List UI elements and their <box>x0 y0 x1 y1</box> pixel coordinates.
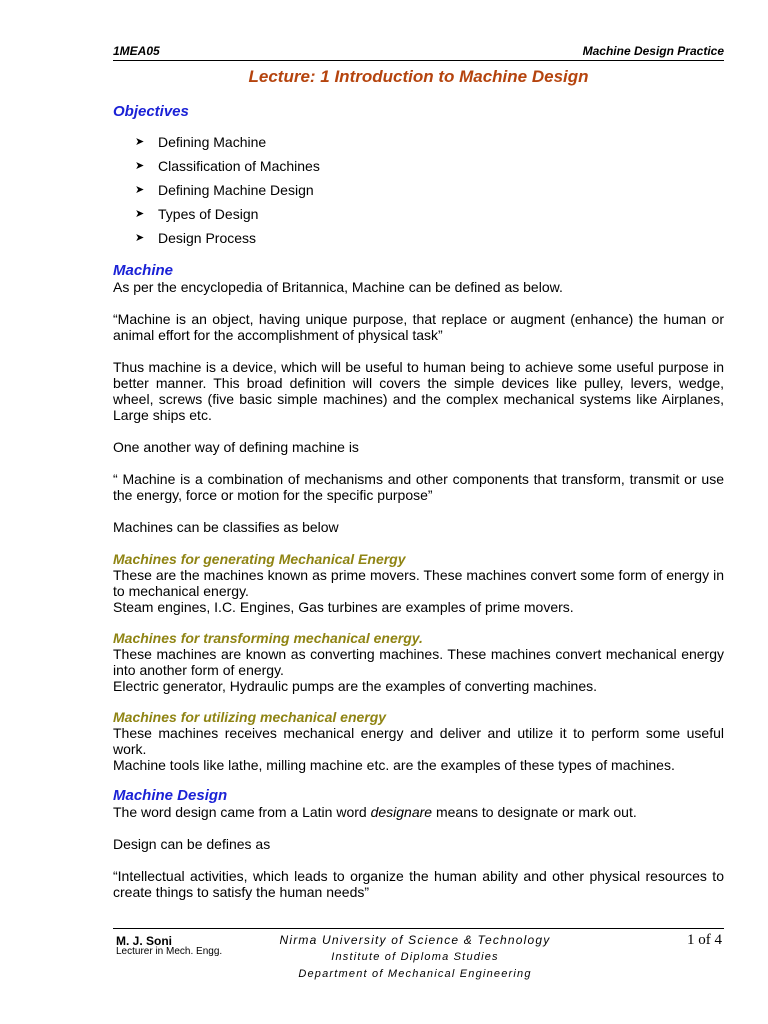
course-title: Machine Design Practice <box>582 44 724 58</box>
objective-item <box>135 206 724 230</box>
footer-rule <box>113 928 724 929</box>
objective-item <box>135 158 724 182</box>
objective-item <box>135 230 724 254</box>
header-rule <box>113 60 724 61</box>
machine-paragraph: As per the encyclopedia of Britannica, Machine can be defined as below. <box>113 279 563 295</box>
design-paragraph <box>113 804 724 820</box>
transforming-heading: Machines for transforming mechanical energy. <box>113 630 423 646</box>
page-number: 1 of 4 <box>687 932 722 948</box>
department-name: Department of Mechanical Engineering <box>298 968 532 980</box>
machine-paragraph: “Machine is an object, having unique purpose, that replace or augment (enhance) the human or animal effort for the accomplishment of physical task” <box>113 311 724 343</box>
objective-label: Types of Design <box>158 206 259 222</box>
machine-paragraph: One another way of defining machine is <box>113 439 359 455</box>
transforming-paragraph: These machines are known as converting machines. These machines convert mechanical energy into another form of energy. <box>113 646 724 678</box>
institution-block <box>250 932 580 983</box>
arrow-bullet-icon: ➤ <box>135 136 145 148</box>
institute-name: Institute of Diploma Studies <box>331 951 499 963</box>
university-name: Nirma University of Science & Technology <box>279 933 551 947</box>
document-body <box>113 104 724 900</box>
arrow-bullet-icon: ➤ <box>135 232 145 244</box>
machine-design-heading: Machine Design <box>113 787 228 804</box>
course-code: 1MEA05 <box>113 44 160 58</box>
machine-heading: Machine <box>113 262 174 279</box>
design-text: means to designate or mark out. <box>432 804 637 820</box>
lecture-title: Lecture: 1 Introduction to Machine Design <box>248 67 589 86</box>
machine-paragraph: “ Machine is a combination of mechanisms and other components that transform, transmit or use the energy, force or motion for the specific purpose” <box>113 471 724 503</box>
objective-item <box>135 182 724 206</box>
arrow-bullet-icon: ➤ <box>135 208 145 220</box>
author-role: Lecturer in Mech. Engg. <box>116 946 223 957</box>
generating-paragraph: These are the machines known as prime movers. These machines convert some form of energy in to mechanical energy. <box>113 567 724 599</box>
utilizing-heading: Machines for utilizing mechanical energy <box>113 709 387 725</box>
utilizing-paragraph: Machine tools like lathe, milling machine etc. are the examples of these types of machines. <box>113 757 675 773</box>
generating-heading: Machines for generating Mechanical Energy <box>113 551 406 567</box>
utilizing-paragraph: These machines receives mechanical energy and deliver and utilize it to perform some useful work. <box>113 725 724 757</box>
objective-item <box>135 134 724 158</box>
design-paragraph: “Intellectual activities, which leads to organize the human ability and other physical resources to create things to satisfy the human needs” <box>113 868 724 900</box>
design-paragraph: Design can be defines as <box>113 836 271 852</box>
arrow-bullet-icon: ➤ <box>135 184 145 196</box>
latin-term: designare <box>370 804 433 820</box>
objectives-heading: Objectives <box>113 103 189 120</box>
objective-label: Defining Machine Design <box>158 182 314 198</box>
objective-label: Design Process <box>158 230 257 246</box>
design-text: The word design came from a Latin word <box>113 804 371 820</box>
machine-paragraph: Thus machine is a device, which will be useful to human being to achieve some useful purpose in better manner. This broad definition will covers the simple devices like pulley, levers, wedge, wheel, screws (five basic simple machines) and the complex mechanical systems like Airplanes, Large ships etc. <box>113 359 724 423</box>
objectives-list <box>135 134 724 254</box>
objective-label: Defining Machine <box>158 134 267 150</box>
machine-paragraph: Machines can be classifies as below <box>113 519 339 535</box>
generating-paragraph: Steam engines, I.C. Engines, Gas turbines are examples of prime movers. <box>113 599 574 615</box>
author-name: M. J. Soni <box>116 934 173 948</box>
transforming-paragraph: Electric generator, Hydraulic pumps are the examples of converting machines. <box>113 678 598 694</box>
objective-label: Classification of Machines <box>158 158 320 174</box>
arrow-bullet-icon: ➤ <box>135 160 145 172</box>
